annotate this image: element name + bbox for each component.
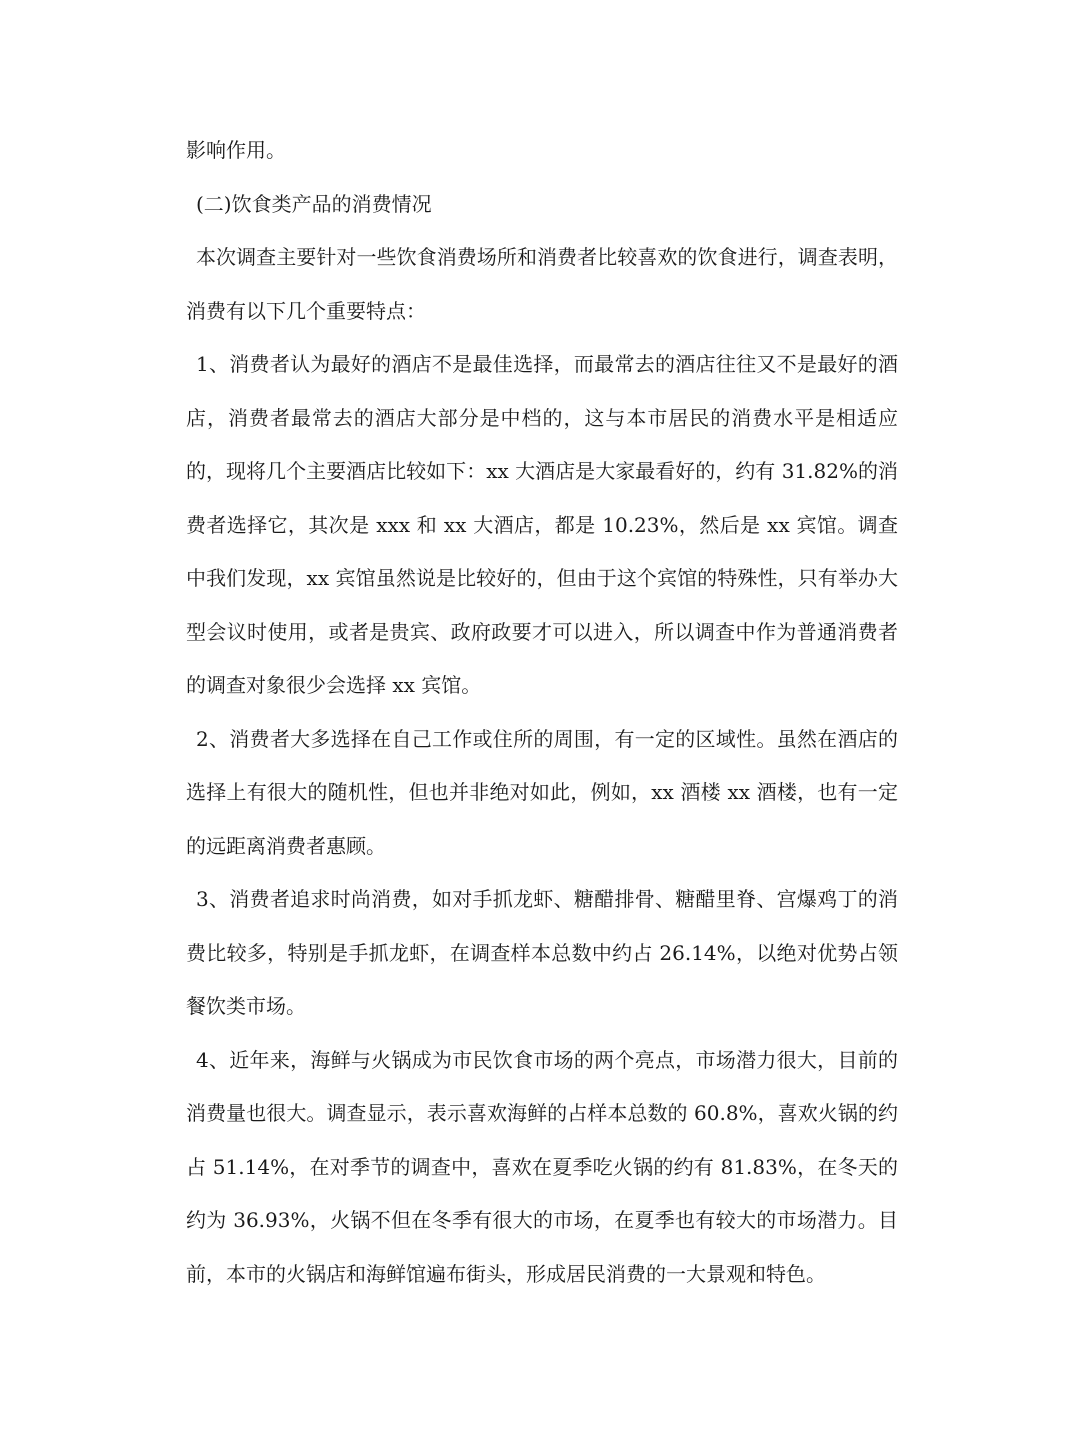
paragraph-point-2: 2、消费者大多选择在自己工作或住所的周围，有一定的区域性。虽然在酒店的选择上有很大的随机性，但也并非绝对如此，例如，xx 酒楼 xx 酒楼，也有一定的远距离消费者惠顾。 <box>186 726 898 858</box>
paragraph-point-3: 3、消费者追求时尚消费，如对手抓龙虾、糖醋排骨、糖醋里脊、宫爆鸡丁的消费比较多，特别是手抓龙虾，在调查样本总数中约占 26.14%，以绝对优势占领餐饮类市场。 <box>186 887 898 1018</box>
body-text <box>186 124 898 1301</box>
paragraph-intro: 本次调查主要针对一些饮食消费场所和消费者比较喜欢的饮食进行，调查表明，消费有以下几个重要特点： <box>186 245 898 323</box>
paragraph-point-4: 4、近年来，海鲜与火锅成为市民饮食市场的两个亮点，市场潜力很大，目前的消费量也很大。调查显示，表示喜欢海鲜的占样本总数的 60.8%，喜欢火锅的约占 51.14%，在对季节的调查中，喜欢在夏季吃火锅的约有 81.83%，在冬天的约为 36.93%，火锅不但在冬季有很大的市场，在夏季也有较大的市场潜力。目前，本市的火锅店和海鲜馆遍布街头，形成居民消费的一大景观和特色。 <box>186 1047 898 1286</box>
section-heading: (二)饮食类产品的消费情况 <box>196 191 432 216</box>
paragraph-point-1: 1、消费者认为最好的酒店不是最佳选择，而最常去的酒店往往又不是最好的酒店，消费者最常去的酒店大部分是中档的，这与本市居民的消费水平是相适应的，现将几个主要酒店比较如下：xx 大酒店是大家最看好的，约有 31.82%的消费者选择它，其次是 xxx 和 xx 大酒店，都是 10.23%，然后是 xx 宾馆。调查中我们发现，xx 宾馆虽然说是比较好的，但由于这个宾馆的特殊性，只有举办大型会议时使用，或者是贵宾、政府政要才可以进入，所以调查中作为普通消费者的调查对象很少会选择 xx 宾馆。 <box>186 352 898 697</box>
paragraph-continuation: 影响作用。 <box>186 138 286 162</box>
